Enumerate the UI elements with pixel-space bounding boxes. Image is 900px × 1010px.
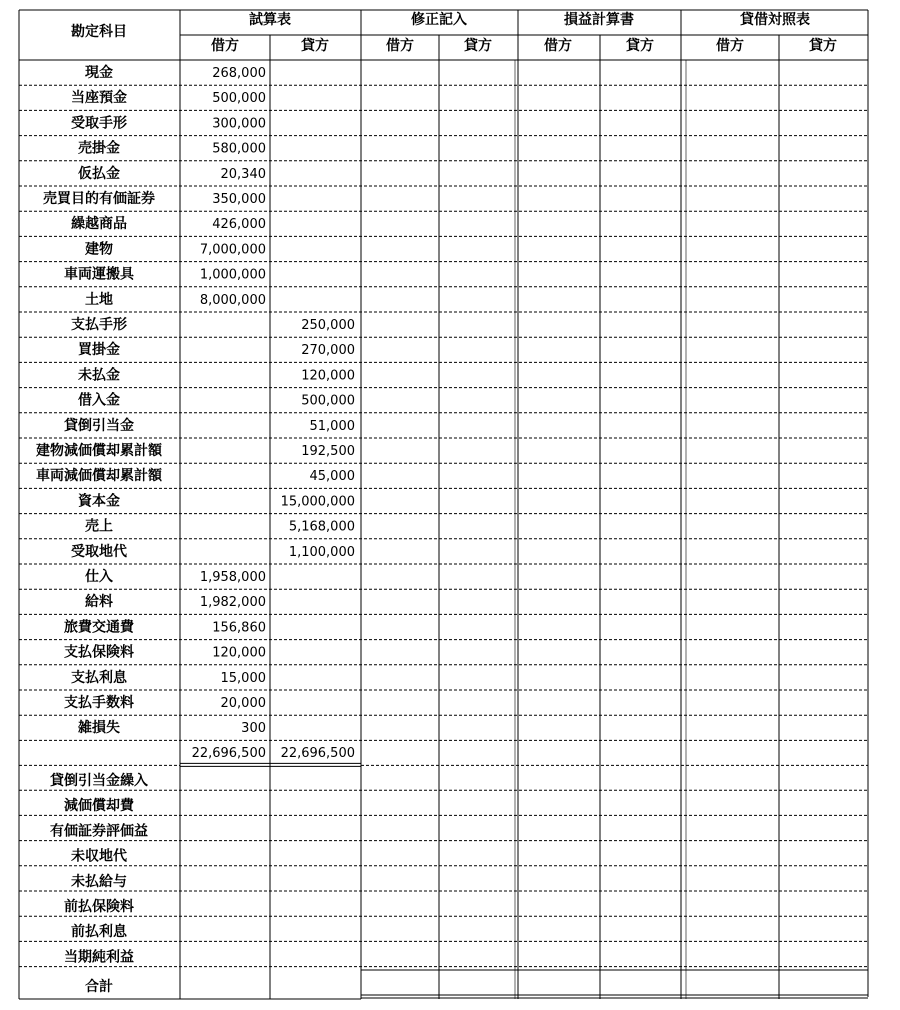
- account-name: 買掛金: [78, 342, 120, 359]
- trial-debit-amount: 20,000: [220, 696, 266, 711]
- account-name: 売上: [85, 518, 113, 535]
- trial-debit-amount: 580,000: [212, 141, 266, 157]
- account-name: 給料: [85, 594, 113, 611]
- trial-credit-amount: 192,500: [301, 444, 355, 459]
- account-name: 貸倒引当金: [64, 417, 134, 434]
- trial-credit-amount: 5,168,000: [288, 519, 355, 535]
- account-name: 支払利息: [71, 669, 127, 686]
- account-name: 車両運搬具: [64, 266, 134, 283]
- trial-total-debit: 22,696,500: [191, 746, 266, 761]
- trial-total-credit: 22,696,500: [280, 746, 355, 761]
- trial-debit-amount: 8,000,000: [199, 292, 266, 308]
- header-trial-balance: 試算表: [249, 12, 291, 28]
- trial-credit-amount: 51,000: [309, 418, 355, 434]
- account-name: 繰越商品: [71, 216, 127, 233]
- table-body: [36, 64, 355, 736]
- adjustment-account-name: 当期純利益: [64, 949, 134, 966]
- grand-total-label: 合計: [85, 979, 113, 995]
- account-name: 受取地代: [71, 543, 127, 560]
- adjustment-account-name: 未払給与: [71, 873, 127, 890]
- table-grid-lines: [19, 10, 868, 999]
- trial-debit-amount: 300: [241, 721, 266, 737]
- trial-debit-amount: 1,982,000: [199, 595, 266, 611]
- account-name: 資本金: [78, 493, 120, 510]
- trial-credit-amount: 15,000,000: [280, 494, 355, 510]
- account-name: 売掛金: [78, 140, 120, 157]
- account-name: 仕入: [85, 569, 113, 585]
- adjustment-rows: [50, 772, 148, 965]
- account-name: 当座預金: [71, 90, 127, 107]
- adjustment-account-name: 有価証券評価益: [50, 823, 148, 840]
- account-name: 旅費交通費: [64, 619, 134, 636]
- trial-debit-amount: 7,000,000: [199, 242, 266, 258]
- header-balance-credit: 貸方: [809, 38, 837, 54]
- account-name: 仮払金: [78, 165, 120, 182]
- header-adjustments: 修正記入: [411, 12, 467, 28]
- header-income-debit: 借方: [544, 38, 572, 54]
- trial-debit-amount: 1,958,000: [199, 570, 266, 585]
- trial-debit-amount: 20,340: [220, 166, 266, 182]
- account-name: 建物: [85, 241, 113, 258]
- adjustment-account-name: 貸倒引当金繰入: [50, 773, 148, 789]
- trial-credit-amount: 270,000: [301, 343, 355, 359]
- account-name: 支払手形: [71, 317, 127, 333]
- account-name: 借入金: [78, 392, 120, 409]
- adjustment-account-name: 前払利息: [71, 924, 127, 941]
- trial-credit-amount: 500,000: [301, 393, 355, 409]
- adjustment-account-name: 減価償却費: [64, 798, 134, 815]
- trial-credit-amount: 45,000: [309, 469, 355, 485]
- account-name: 支払保険料: [64, 644, 134, 661]
- header-trial-credit: 貸方: [301, 38, 329, 54]
- header-account-title: 勘定科目: [71, 24, 127, 40]
- adjustment-account-name: 前払保険料: [64, 899, 134, 915]
- trial-credit-amount: 120,000: [301, 368, 355, 384]
- account-name: 建物減価償却累計額: [36, 443, 162, 459]
- account-name: 土地: [85, 291, 113, 308]
- trial-debit-amount: 300,000: [212, 116, 266, 132]
- account-name: 現金: [85, 65, 113, 81]
- trial-debit-amount: 426,000: [212, 217, 266, 233]
- header-trial-debit: 借方: [211, 38, 239, 54]
- header-adjust-debit: 借方: [386, 38, 414, 54]
- account-name: 雑損失: [78, 720, 120, 737]
- account-name: 未払金: [78, 367, 120, 384]
- trial-debit-amount: 120,000: [212, 645, 266, 661]
- account-name: 車両減価償却累計額: [36, 468, 162, 485]
- header-adjust-credit: 貸方: [464, 38, 492, 54]
- trial-debit-amount: 1,000,000: [199, 267, 266, 283]
- account-name: 受取手形: [71, 115, 127, 132]
- header-income-statement: 損益計算書: [564, 12, 634, 28]
- trial-debit-amount: 350,000: [212, 192, 266, 207]
- trial-debit-amount: 15,000: [220, 670, 266, 686]
- trial-debit-amount: 268,000: [212, 66, 266, 81]
- trial-credit-amount: 1,100,000: [288, 544, 355, 560]
- adjustment-account-name: 未収地代: [71, 848, 127, 865]
- account-name: 支払手数料: [64, 695, 134, 711]
- header-balance-sheet: 貸借対照表: [740, 12, 810, 28]
- header-balance-debit: 借方: [716, 38, 744, 54]
- account-name: 売買目的有価証券: [43, 191, 155, 207]
- trial-debit-amount: 156,860: [212, 620, 266, 636]
- trial-credit-amount: 250,000: [301, 318, 355, 333]
- trial-debit-amount: 500,000: [212, 91, 266, 107]
- header-income-credit: 貸方: [626, 38, 654, 54]
